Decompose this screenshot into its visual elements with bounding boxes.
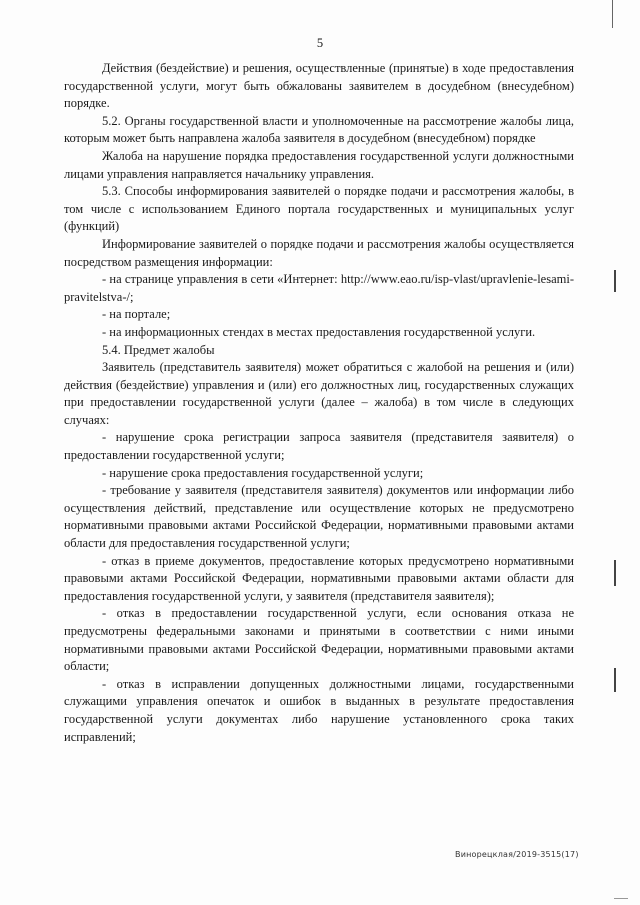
paragraph: Жалоба на нарушение порядка предоставления государственной услуги должностными лицами управления направляется начальнику управления. (64, 148, 574, 181)
scan-corner-mark (614, 894, 628, 899)
paragraph: - на информационных стендах в местах предоставления государственной услуги. (102, 324, 536, 339)
paragraph: - нарушение срока регистрации запроса заявителя (представителя заявителя) о предоставлении государственной услуги; (64, 430, 574, 463)
paragraph: - отказ в исправлении допущенных должностными лицами, государственными служащими управления опечаток и ошибок в выданных в результате предоставления государственной услуги документах либо нарушение установленного срока таких исправлений; (64, 676, 574, 744)
document-body (64, 60, 574, 746)
paragraph: - требование у заявителя (представителя заявителя) документов или информации либо осуществления действий, представление или осуществление которых не предусмотрено нормативными правовыми актами Российской Федерации, нормативными правовыми актами области для предоставления государственной услуги; (64, 483, 574, 551)
scan-edge-mark (614, 270, 616, 292)
paragraph: Информирование заявителей о порядке подачи и рассмотрения жалобы осуществляется посредством размещения информации: (64, 236, 574, 269)
page-number: 5 (316, 36, 324, 50)
scan-edge-mark (614, 560, 616, 586)
paragraph: 5.2. Органы государственной власти и уполномоченные на рассмотрение жалобы лица, которым может быть направлена жалоба заявителя в досудебном (внесудебном) порядке (64, 113, 574, 146)
paragraph: - на странице управления в сети «Интернет: http://www.eao.ru/isp-vlast/upravlenie-lesami-pravitelstva-/; (64, 272, 574, 304)
paragraph: - на портале; (102, 307, 171, 322)
paragraph: - отказ в предоставлении государственной услуги, если основания отказа не предусмотрены федеральными законами и принятыми в соответствии с ними иными нормативными правовыми актами Российской Федерации, нормативными правовыми актами области; (64, 606, 574, 674)
footer-document-code: Винорецклая/2019-3515(17) (455, 850, 579, 859)
paragraph: Действия (бездействие) и решения, осуществленные (принятые) в ходе предоставления государственной услуги, могут быть обжалованы заявителем в досудебном (внесудебном) порядке. (64, 61, 574, 111)
scan-edge-mark (612, 0, 613, 28)
paragraph: 5.4. Предмет жалобы (102, 342, 215, 357)
paragraph: - нарушение срока предоставления государственной услуги; (102, 465, 424, 480)
paragraph: - отказ в приеме документов, предоставление которых предусмотрено нормативными правовыми актами Российской Федерации, нормативными правовыми актами области для предоставления государственной услуги, у заявителя (представителя заявителя); (64, 553, 574, 603)
paragraph: Заявитель (представитель заявителя) может обратиться с жалобой на решения и (или) действия (бездействие) управления и (или) его должностных лиц, государственных служащих при предоставлении государственной услуги (далее – жалоба) в том числе в следующих случаях: (64, 360, 574, 427)
paragraph: 5.3. Способы информирования заявителей о порядке подачи и рассмотрения жалобы, в том числе с использованием Единого портала государственных и муниципальных услуг (функций) (64, 184, 574, 234)
scan-edge-mark (614, 668, 616, 692)
